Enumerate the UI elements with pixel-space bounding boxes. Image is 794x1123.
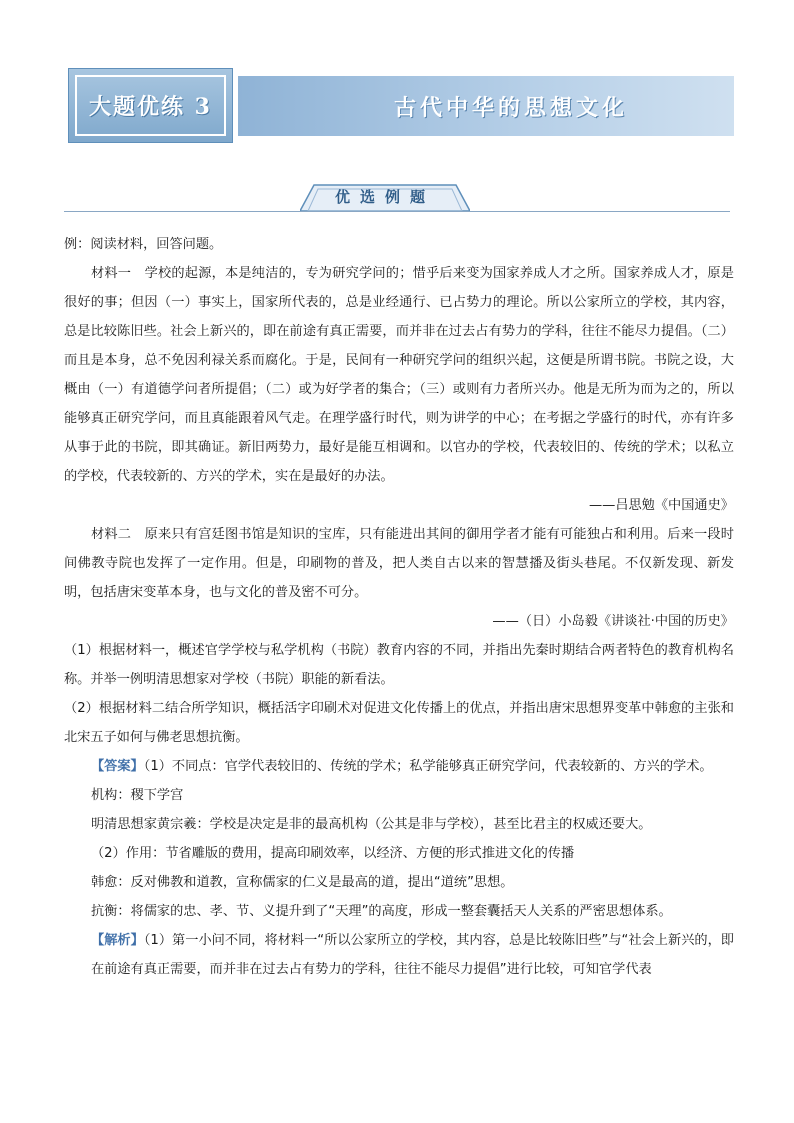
- answer-line-4: （2）作用：节省雕版的费用，提高印刷效率，以经济、方便的形式推进文化的传播: [91, 846, 575, 861]
- banner-label: 大题优练 3: [89, 94, 212, 120]
- question-1: （1）根据材料一，概述官学学校与私学机构（书院）教育内容的不同，并指出先秦时期结合两者特色的教育机构名称。并举一例明清思想家对学校（书院）职能的新看法。: [64, 643, 734, 687]
- answer-part-1: （1）不同点：官学代表较旧的、传统的学术；私学能够真正研究学问，代表较新的、方兴的学术。: [143, 759, 713, 774]
- answer-tag: 【答案】: [91, 759, 144, 774]
- analysis-text: （1）第一小问不同，将材料一“所以公家所立的学校，其内容，总是比较陈旧些”与“社会上新兴的，即在前途有真正需要，而并非在过去占有势力的学科，往往不能尽力提倡”进行比较，可知官学代表: [91, 933, 734, 977]
- banner-title-box: [238, 76, 734, 136]
- section-label: 优选例题: [334, 187, 435, 206]
- page-title: 古代中华的思想文化: [393, 95, 628, 121]
- answer-line-1: [64, 752, 734, 781]
- answer-line-2: 机构：稷下学宫: [91, 788, 184, 803]
- answer-line-3: 明清思想家黄宗羲：学校是决定是非的最高机构（公其是非与学校），甚至比君主的权威还要大。: [91, 817, 652, 832]
- material-1-text: 材料一 学校的起源，本是纯洁的，专为研究学问的；惜乎后来变为国家养成人才之所。国家养成人才，原是很好的事；但因（一）事实上，国家所代表的，总是业经通行、已占势力的理论。所以公家所立的学校，其内容，总是比较陈旧些。社会上新兴的，即在前途有真正需要，而并非在过去占有势力的学科，往往不能尽力提倡。（二）而且是本身，总不免因利禄关系而腐化。于是，民间有一种研究学问的组织兴起，这便是所谓书院。书院之设，大概由（一）有道德学问者所提倡；（二）或为好学者的集合；（三）或则有力者所兴办。他是无所为而为之的，所以能够真正研究学问，而且真能跟着风气走。在理学盛行时代，则为讲学的中心；在考据之学盛行的时代，亦有许多从事于此的书院，即其确证。新旧两势力，最好是能互相调和。以官办的学校，代表较旧的、传统的学术；以私立的学校，代表较新的、方兴的学术，实在是最好的办法。: [64, 266, 734, 484]
- banner-label-frame: [75, 75, 226, 136]
- title-banner: [68, 68, 734, 143]
- section-badge: [300, 181, 470, 211]
- material-2-text: 材料二 原来只有宫廷图书馆是知识的宝库，只有能进出其间的御用学者才能有可能独占和利用。后来一段时间佛教寺院也发挥了一定作用。但是，印刷物的普及，把人类自古以来的智慧播及街头巷尾。不仅新发现、新发明，包括唐宋变革本身，也与文化的普及密不可分。: [64, 527, 734, 600]
- banner-label-box: [68, 68, 233, 143]
- material-1-source: ——吕思勉《中国通史》: [588, 498, 734, 513]
- question-2: （2）根据材料二结合所学知识，概括活字印刷术对促进文化传播上的优点，并指出唐宋思想界变革中韩愈的主张和北宋五子如何与佛老思想抗衡。: [64, 701, 734, 745]
- analysis-tag: 【解析】: [91, 933, 144, 948]
- analysis-paragraph: [64, 926, 734, 984]
- intro-text: 例：阅读材料，回答问题。: [64, 237, 223, 252]
- answer-line-6: 抗衡：将儒家的忠、孝、节、义提升到了“天理”的高度，形成一整套囊括天人关系的严密思想体系。: [91, 904, 672, 919]
- material-2-source: ——（日）小岛毅《讲谈社·中国的历史》: [492, 614, 734, 629]
- document-body: [64, 230, 734, 984]
- section-divider: [64, 211, 730, 212]
- answer-line-5: 韩愈：反对佛教和道教，宣称儒家的仁义是最高的道，提出“道统”思想。: [91, 875, 514, 890]
